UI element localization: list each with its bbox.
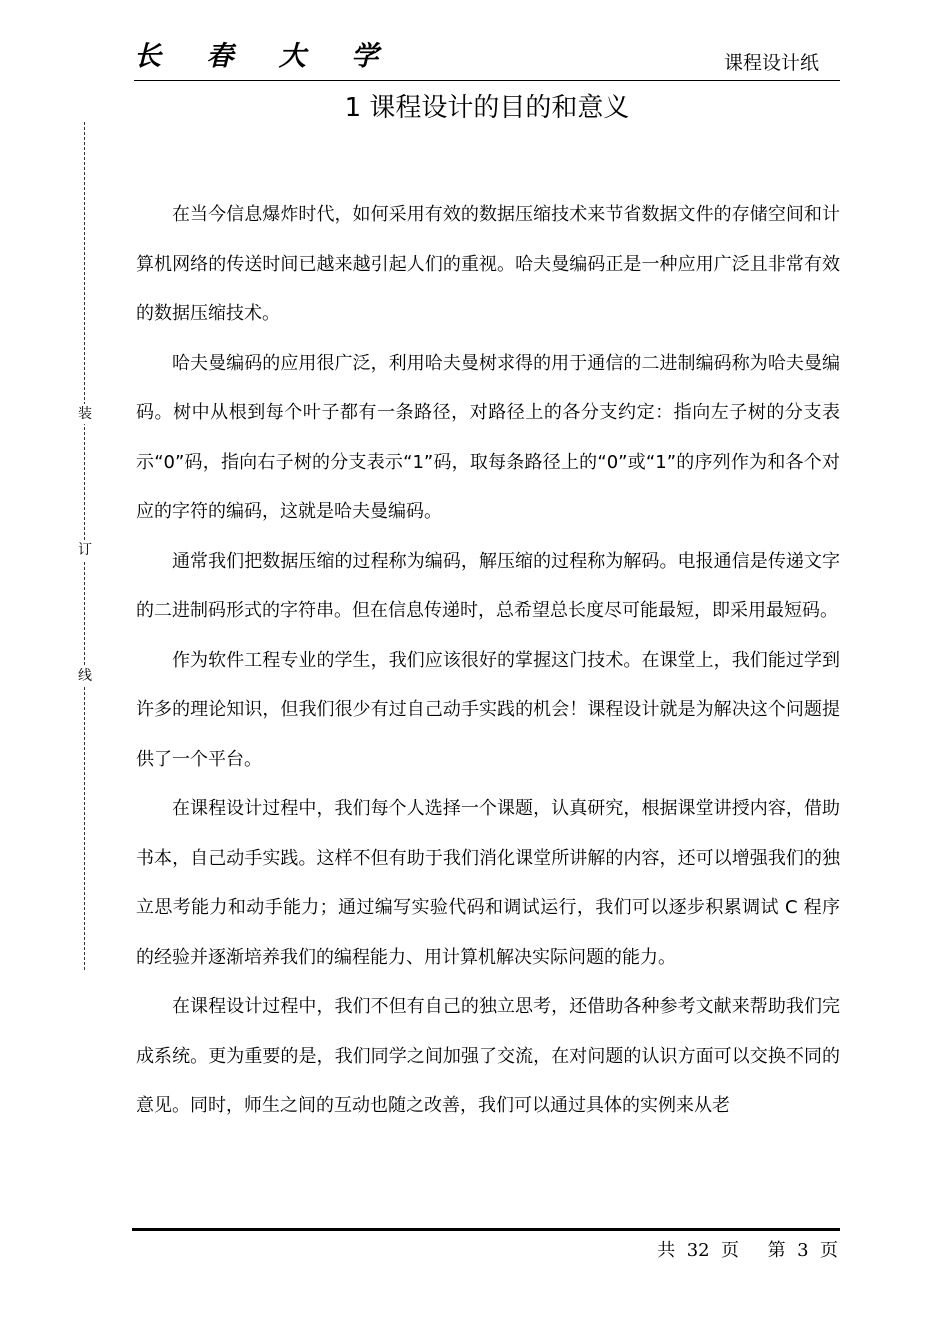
paragraph: 哈夫曼编码的应用很广泛，利用哈夫曼树求得的用于通信的二进制编码称为哈夫曼编码。树中从根到每个叶子都有一条路径，对路径上的各分支约定：指向左子树的分支表示“0”码，指向右子树的分支表示“1”码，取每条路径上的“0”或“1”的序列作为和各个对应的字符的编码，这就是哈夫曼编码。 [136,352,840,522]
paragraph: 在课程设计过程中，我们每个人选择一个课题，认真研究，根据课堂讲授内容，借助书本，自己动手实践。这样不但有助于我们消化课堂所讲解的内容，还可以增强我们的独立思考能力和动手能力；通过编写实验代码和调试运行，我们可以逐步积累调试 C 程序的经验并逐渐培养我们的编程能力、用计算机解决实际问题的能力。 [136,798,840,968]
header-rule [134,80,840,81]
footer-page-info: 共 32 页 第 3 页 [657,1240,838,1261]
binding-mark-ding: 订 [74,540,96,560]
paragraph: 作为软件工程专业的学生，我们应该很好的掌握这门技术。在课堂上，我们能过学到许多的理论知识，但我们很少有过自己动手实践的机会！课程设计就是为解决这个问题提供了一个平台。 [136,649,840,770]
header-doc-type: 课程设计纸 [724,52,820,74]
paragraph: 在课程设计过程中，我们不但有自己的独立思考，还借助各种参考文献来帮助我们完成系统。更为重要的是，我们同学之间加强了交流，在对问题的认识方面可以交换不同的意见。同时，师生之间的互动也随之改善，我们可以通过具体的实例来从老 [136,996,840,1116]
section-title: 1 课程设计的目的和意义 [344,93,630,123]
header-university: 长 春 大 学 [134,41,397,72]
binding-mark-zhuang: 装 [74,404,96,424]
paragraph: 通常我们把数据压缩的过程称为编码，解压缩的过程称为解码。电报通信是传递文字的二进制码形式的字符串。但在信息传递时，总希望总长度尽可能最短，即采用最短码。 [136,550,840,621]
binding-mark-xian: 线 [74,666,96,686]
body-text [136,190,840,1131]
footer-rule [132,1228,840,1231]
paragraph: 在当今信息爆炸时代，如何采用有效的数据压缩技术来节省数据文件的存储空间和计算机网络的传送时间已越来越引起人们的重视。哈夫曼编码正是一种应用广泛且非常有效的数据压缩技术。 [136,204,840,324]
